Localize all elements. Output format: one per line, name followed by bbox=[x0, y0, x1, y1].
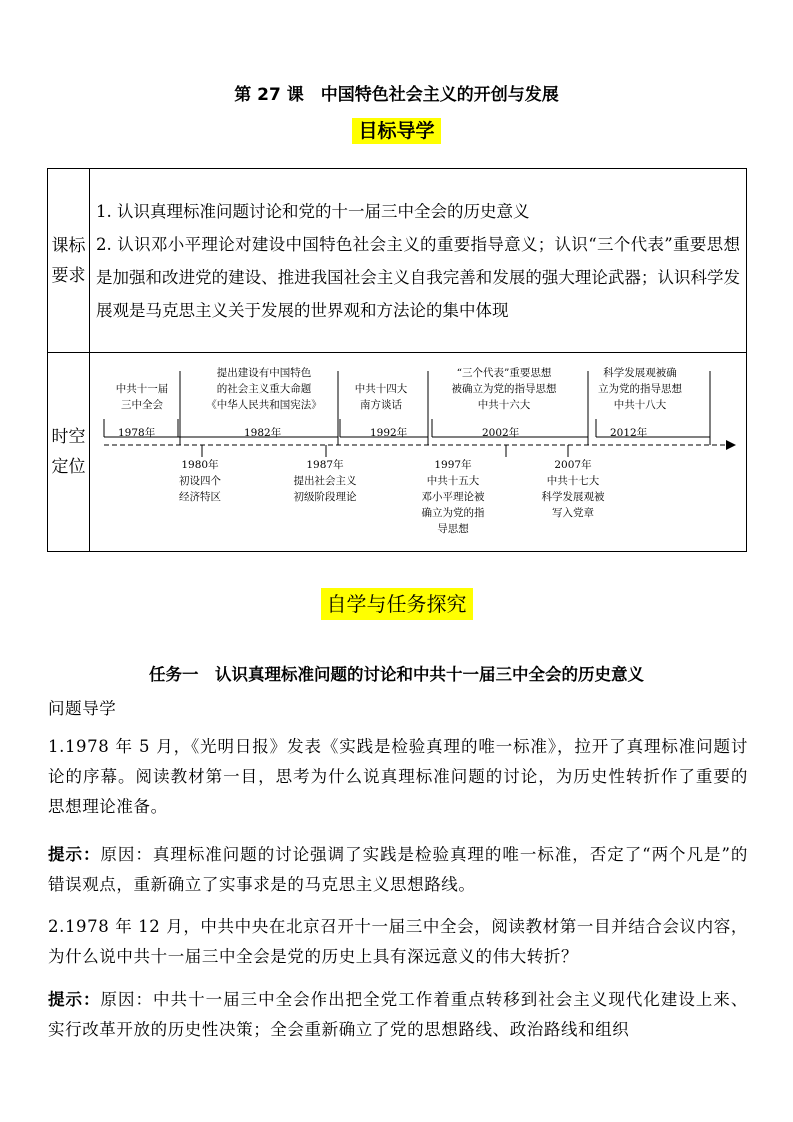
section-heading-text: 自学与任务探究 bbox=[321, 588, 473, 620]
timeline-top-event bbox=[584, 365, 696, 413]
timeline-bottom-event bbox=[280, 457, 370, 505]
timeline-year-label: 1978年 bbox=[118, 427, 156, 439]
requirements-header-text: 课标 要求 bbox=[51, 235, 86, 286]
task-title: 任务一 认识真理标准问题的讨论和中共十一届三中全会的历史意义 bbox=[149, 665, 644, 684]
timeline-event-line: 立为党的指导思想 bbox=[598, 383, 682, 395]
timeline-event-line: 中共十一届 bbox=[115, 383, 169, 395]
goal-heading-text: 目标导学 bbox=[352, 118, 440, 144]
timeline-event-line: 中共十五大 bbox=[426, 475, 480, 487]
requirements-row bbox=[48, 169, 747, 353]
timeline-event-line: 初设四个 bbox=[179, 475, 221, 487]
timeline-event-line: 提出建设有中国特色 bbox=[216, 367, 312, 379]
requirements-header bbox=[48, 169, 90, 353]
timeline-event-line: 1980年 bbox=[181, 459, 219, 471]
timeline-event-line: 写入党章 bbox=[552, 507, 594, 519]
timeline-event-line: 科学发展观被确 bbox=[603, 367, 677, 379]
hint-1-label: 提示： bbox=[48, 845, 101, 864]
question-1 bbox=[48, 732, 748, 822]
timeline-header-text: 时空 定位 bbox=[51, 427, 86, 477]
timeline-bottom-event bbox=[412, 457, 494, 537]
timeline-event-line: 经济特区 bbox=[179, 491, 221, 503]
requirement-2: 2. 认识邓小平理论对建设中国特色社会主义的重要指导意义；认识“三个代表”重要思想是加强和改进党的建设、推进我国社会主义自我完善和发展的强大理论武器；认识科学发展观是马克思主义关于发展的世界观和方法论的集中体现 bbox=[96, 234, 740, 320]
timeline bbox=[90, 353, 746, 551]
timeline-event-line: 南方谈话 bbox=[360, 399, 402, 411]
timeline-event-line: 1987年 bbox=[306, 459, 344, 471]
hint-2-label: 提示： bbox=[48, 990, 101, 1009]
timeline-top-event bbox=[198, 365, 330, 413]
timeline-event-line: 确立为党的指 bbox=[421, 507, 485, 519]
timeline-event-line: 1997年 bbox=[434, 459, 472, 471]
timeline-bottom-event bbox=[170, 457, 230, 505]
timeline-event-line: 2007年 bbox=[554, 459, 592, 471]
goal-heading bbox=[0, 116, 793, 143]
timeline-year-label: 2012年 bbox=[610, 427, 648, 439]
hint-1-text: 原因：真理标准问题的讨论强调了实践是检验真理的唯一标准，否定了“两个凡是”的错误观点，重新确立了实事求是的马克思主义思想路线。 bbox=[48, 845, 748, 894]
timeline-event-line: 中共十六大 bbox=[477, 399, 531, 411]
lesson-title: 第 27 课 中国特色社会主义的开创与发展 bbox=[234, 85, 559, 105]
guide-label: 问题导学 bbox=[48, 699, 117, 718]
goal-table bbox=[47, 168, 747, 552]
timeline-top-event bbox=[434, 365, 574, 413]
section-heading bbox=[0, 588, 793, 617]
timeline-event-line: 邓小平理论被 bbox=[421, 491, 485, 503]
timeline-event-line: 中共十八大 bbox=[613, 399, 667, 411]
timeline-header bbox=[48, 353, 90, 552]
timeline-top-event bbox=[346, 381, 416, 413]
timeline-event-line: 科学发展观被 bbox=[541, 491, 605, 503]
hint-1 bbox=[48, 840, 748, 900]
timeline-bottom-event bbox=[530, 457, 616, 521]
timeline-year-label: 1992年 bbox=[370, 427, 408, 439]
requirement-1: 1. 认识真理标准问题讨论和党的十一届三中全会的历史意义 bbox=[96, 201, 530, 221]
timeline-row bbox=[48, 353, 747, 552]
timeline-event-line: 中共十七大 bbox=[546, 475, 600, 487]
timeline-event-line: 被确立为党的指导思想 bbox=[451, 383, 557, 395]
timeline-event-line: 《中华人民共和国宪法》 bbox=[206, 399, 322, 411]
question-2-text: 2.1978 年 12 月，中共中央在北京召开十一届三中全会，阅读教材第一目并结合会议内容，为什么说中共十一届三中全会是党的历史上具有深远意义的伟大转折？ bbox=[48, 917, 748, 966]
timeline-event-line: “三个代表”重要思想 bbox=[456, 367, 552, 379]
timeline-event-line: 的社会主义重大命题 bbox=[216, 383, 312, 395]
hint-2-text: 原因：中共十一届三中全会作出把全党工作着重点转移到社会主义现代化建设上来、实行改革开放的历史性决策；全会重新确立了党的思想路线、政治路线和组织 bbox=[48, 990, 748, 1039]
question-2 bbox=[48, 912, 748, 972]
timeline-event-line: 初级阶段理论 bbox=[293, 491, 357, 503]
timeline-year-label: 2002年 bbox=[482, 427, 520, 439]
timeline-event-line: 中共十四大 bbox=[354, 383, 408, 395]
timeline-cell bbox=[90, 353, 747, 552]
hint-2 bbox=[48, 985, 748, 1045]
requirements-cell bbox=[90, 169, 747, 353]
timeline-event-line: 三中全会 bbox=[121, 399, 163, 411]
question-1-text: 1.1978 年 5 月，《光明日报》发表《实践是检验真理的唯一标准》，拉开了真理标准问题讨论的序幕。阅读教材第一目，思考为什么说真理标准问题的讨论，为历史性转折作了重要的思想理论准备。 bbox=[48, 737, 748, 816]
timeline-top-event bbox=[110, 381, 174, 413]
timeline-year-label: 1982年 bbox=[244, 427, 282, 439]
timeline-event-line: 导思想 bbox=[437, 523, 469, 535]
timeline-event-line: 提出社会主义 bbox=[293, 475, 357, 487]
